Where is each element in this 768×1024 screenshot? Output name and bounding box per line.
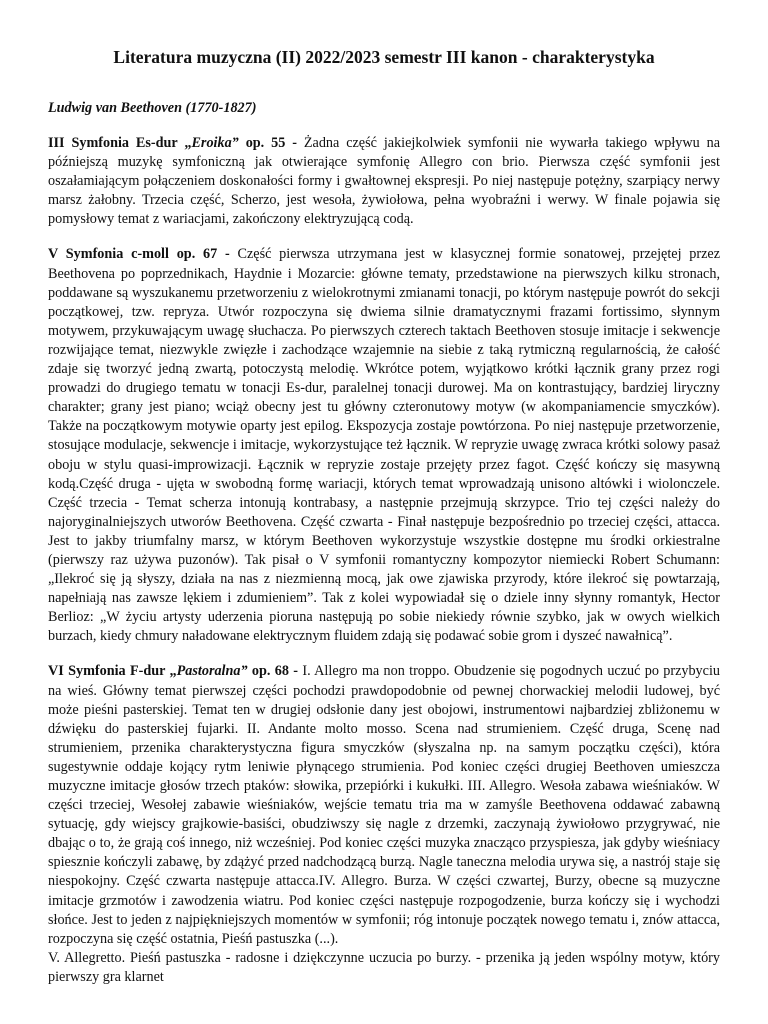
section-eroica (48, 134, 720, 229)
heading-title-italic: Pastoralna” (176, 663, 248, 680)
section-body: Część pierwsza utrzymana jest w klasycznej formie sonatowej, przejętej przez Beethovena po poprzednikach, Haydnie i Mozarcie: główne tematy, przedstawione na pierwszych kilku stronach, poddawane są wyszukanemu przetworzeniu z wielokrotnymi zmianami tonacji, po którym następuje powrót do sekcji początkowej, tzw. repryza. Utwór rozpoczyna się dwiema silnie dramatycznymi frazami fortissimo, słynnym motywem, przykuwającym uwagę słuchacza. Po pierwszych czterech taktach Beethoven stosuje imitacje i sekwencje rozwijające temat, niezwykle zwięzłe i zachodzące wzajemnie na siebie z taką rytmiczną regularnością, że całość zdaje się tworzyć jedną zwartą, potoczystą melodię. Wkrótce potem, wyjątkowo krótki łącznik grany przez rogi prowadzi do drugiego tematu w tonacji Es-dur, paralelnej tonacji durowej. Ma on kontrastujący, bardziej liryczny charakter; grany jest piano; wciąż obecny jest tu główny czteronutowy motyw (w akompaniamencie smyczków). Także na początkowym motywie oparty jest epilog. Ekspozycja zostaje powtórzona. Po niej następuje przetworzenie, stosujące modulacje, sekwencje i imitacje, wykorzystujące też łącznik. W repryzie uwagę zwraca krótki solowy pasaż oboju w stylu quasi-improwizacji. Łącznik w repryzie zostaje przejęty przez fagot. Część kończy się masywną kodą.Część druga - ujęta w swobodną formę wariacji, których temat wprowadzają unisono altówki i wiolonczele. Część trzecia - Temat scherza intonują kontrabasy, a następnie przejmują skrzypce. Trio tej części należy do najoryginalniejszych utworów Beethovena. Część czwarta - Finał następuje bezpośrednio po trzeciej części, attacca. Jest to jakby triumfalny marsz, w którym Beethoven wykorzystuje wszystkie dostępne mu środki orkiestralne (pierwszy raz używa puzonów). Tak pisał o V symfonii romantyczny kompozytor niemiecki Robert Schumann: „Ilekroć się ją słyszy, działa na nas z niezmienną mocą, jak owe zjawiska przyrody, które ilekroć się powtarzają, napełniają nas zawsze lękiem i zdumieniem”. Tak z kolei wypowiadał się o dziele inny słynny romantyk, Hector Berlioz: „W życiu artysty uderzenia pioruna następują po sobie niekiedy równie szybko, jak w owych wielkich burzach, kiedy chmury naładowane elektrycznym fluidem zdają się podawać sobie grom i dyszeć nawałnicą”. (48, 246, 721, 645)
section-heading (48, 135, 297, 151)
heading-opus: op. 55 - (238, 135, 297, 151)
section-body: I. Allegro ma non troppo. Obudzenie się pogodnych uczuć po przybyciu na wieś. Główny temat pierwszej części pochodzi prawdopodobnie od pewnej chorwackiej melodii ludowej, być może pieśni pasterskiej. Temat ten w drugiej odsłonie dany jest obojowi, instrumentowi najbardziej zbliżonemu w dźwięku do pasterskiej fujarki. II. Andante molto mosso. Scena nad strumieniem. Część druga, Scenę nad strumieniem, przenika charakterystyczna figura smyczków (słyszalna np. na samym początku części), która sugestywnie oddaje kojący rytm leniwie płynącego strumienia. Pod koniec części drugiej Beethoven umieszcza muzyczne imitacje głosów trzech ptaków: słowika, przepiórki i kukułki. III. Allegro. Wesoła zabawa wieśniaków. W części trzeciej, Wesołej zabawie wieśniaków, wejście tematu tria ma w zamyśle Beethovena oddawać zabawną sytuację, gdy wiejscy grajkowie-basiści, obudziwszy się nagle z drzemki, zaczynają żywiołowo przygrywać, nie dbając o to, że grają coś innego, niż wcześniej. Pod koniec części muzyka znacząco przyspiesza, jak gdyby wieśniacy spiesznie kończyli zabawę, by zdążyć przed nadchodzącą burzą. Nagle taneczna melodia urywa się, a nastrój staje się niespokojny. Część czwarta następuje attacca.IV. Allegro. Burza. W części czwartej, Burzy, obecne są muzyczne imitacje grzmotów i zawodzenia wiatru. Pod koniec części następuje rozpogodzenie, burza kończy się i wychodzi słońce. Jest to jeden z najpiękniejszych momentów w symfonii; róg intonuje początek nowego tematu i, znów attacca, rozpoczyna się część ostatnia, Pieśń pastuszka (...). (48, 663, 720, 947)
heading-title-italic: Eroika” (191, 135, 239, 151)
heading-opus: op. 68 - (247, 663, 299, 680)
section-pastoral (48, 662, 720, 948)
section-body: Żadna część jakiejkolwiek symfonii nie wywarła takiego wpływu na późniejszą muzykę symfoniczną jak otwierające symfonię Allegro con brio. Pierwsza część symfonii jest oszałamiającym połączeniem doskonałości formy i gwałtownej ekspresji. Po niej następuje potężny, szarpiący nerwy marsz żałobny. Trzecia część, Scherzo, jest wesoła, żywiołowa, pełna wyobraźni i werwy. W finale pojawia się pomysłowy temat z wariacjami, zakończony elektryzującą codą. (48, 135, 720, 228)
section-fifth-symphony (48, 245, 720, 646)
heading-text: VI Symfonia F-dur „ (48, 663, 177, 680)
composer-heading: Ludwig van Beethoven (1770-1827) (48, 100, 257, 116)
section-heading: V Symfonia c-moll op. 67 - (48, 246, 230, 263)
section-heading (48, 663, 298, 679)
document-title: Literatura muzyczna (II) 2022/2023 semestr III kanon - charakterystyka (113, 47, 655, 67)
heading-text: III Symfonia Es-dur „ (48, 135, 192, 151)
closing-paragraph: V. Allegretto. Pieśń pastuszka - radosne i dziękczynne uczucia po burzy. - przenika ją jeden wspólny motyw, który pierwszy gra klarnet (48, 949, 720, 985)
